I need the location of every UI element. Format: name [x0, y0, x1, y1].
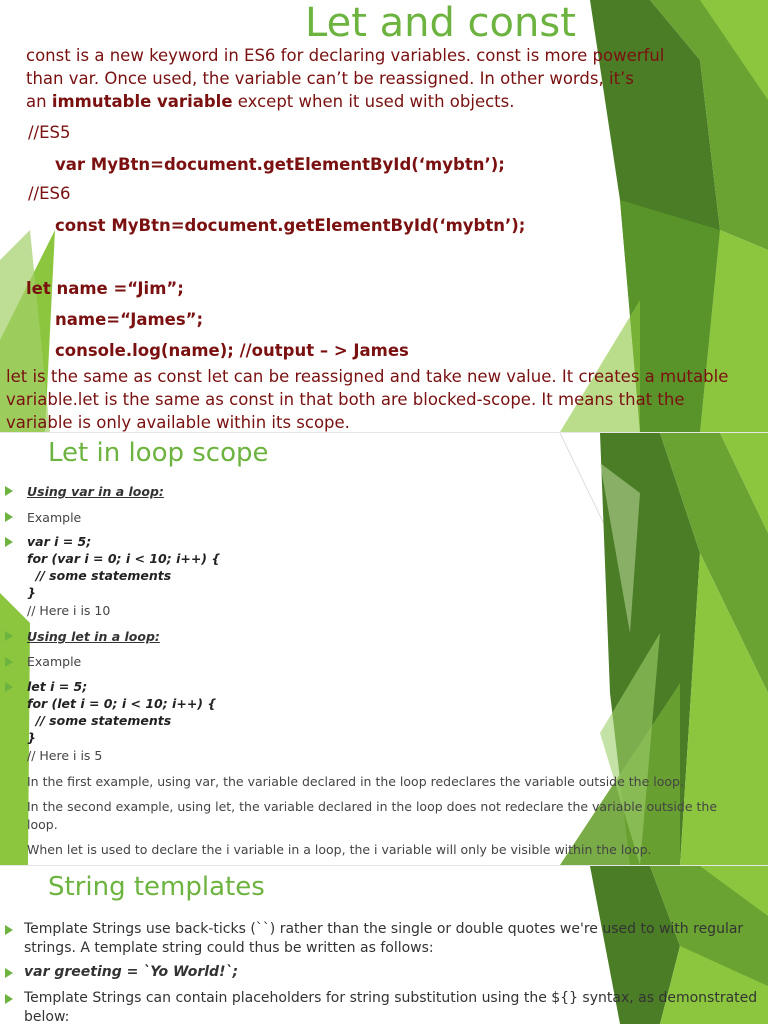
let-code-line-3: // some statements	[27, 713, 172, 728]
explanation-1: In the first example, using var, the variable declared in the loop redeclares the variable outside the loop.	[27, 774, 684, 789]
let-code-line-2: name=“James”;	[55, 310, 204, 329]
slide-title: String templates	[48, 872, 265, 902]
bullet-arrow-icon	[5, 537, 13, 547]
template-code-example: var greeting = `Yo World!`;	[24, 964, 239, 980]
intro-line-2: than var. Once used, the variable can’t be reassigned. In other words, it’s	[26, 69, 634, 88]
bullet-arrow-icon	[5, 657, 13, 667]
template-bullet-3-line-2: below:	[24, 1009, 70, 1024]
template-bullet-3-line-1: Template Strings can contain placeholders for string substitution using the ${} syntax, as demonstrated	[24, 990, 758, 1006]
intro-line-3-end: except when it used with objects.	[232, 92, 515, 111]
es5-comment: //ES5	[28, 123, 71, 142]
example-label: Example	[27, 510, 82, 525]
var-code-line-4: }	[27, 585, 36, 600]
let-code-line-3: console.log(name); //output – > James	[55, 341, 409, 360]
es5-code: var MyBtn=document.getElementById(‘mybtn’);	[55, 155, 505, 174]
bullet-arrow-icon	[5, 994, 13, 1004]
slide-let-in-loop-scope	[0, 433, 768, 865]
let-paragraph-line-2: variable.let is the same as const in that both are blocked-scope. It means that the	[6, 390, 685, 409]
template-bullet-1-line-2: strings. A template string could thus be written as follows:	[24, 940, 434, 956]
bullet-arrow-icon	[5, 631, 13, 641]
bullet-arrow-icon	[5, 486, 13, 496]
let-loop-heading: Using let in a loop:	[27, 629, 160, 644]
es6-comment: //ES6	[28, 184, 71, 203]
slide-let-and-const	[0, 0, 768, 432]
bullet-arrow-icon	[5, 512, 13, 522]
let-paragraph-line-1: let is the same as const let can be reassigned and take new value. It creates a mutable	[6, 367, 729, 386]
example-label: Example	[27, 654, 82, 669]
let-code-line-1: let name =“Jim”;	[26, 279, 184, 298]
bullet-arrow-icon	[5, 968, 13, 978]
es6-code: const MyBtn=document.getElementById(‘mybtn’);	[55, 216, 526, 235]
template-bullet-1-line-1: Template Strings use back-ticks (``) rather than the single or double quotes we're used to with regular	[24, 921, 744, 937]
explanation-2-line-1: In the second example, using let, the variable declared in the loop does not redeclare the variable outside the	[27, 799, 718, 814]
explanation-3: When let is used to declare the i variable in a loop, the i variable will only be visible within the loop.	[27, 842, 652, 857]
bullet-arrow-icon	[5, 682, 13, 692]
explanation-2-line-2: loop.	[27, 817, 58, 832]
slide-title: Let in loop scope	[48, 438, 269, 468]
slide-string-templates	[0, 866, 768, 1024]
let-paragraph-line-3: variable is only available within its scope.	[6, 413, 350, 432]
intro-line-1: const is a new keyword in ES6 for declaring variables. const is more powerful	[26, 46, 665, 65]
var-code-line-1: var i = 5;	[27, 534, 92, 549]
slide-title: Let and const	[305, 0, 576, 46]
let-result: // Here i is 5	[27, 748, 103, 763]
var-loop-heading: Using var in a loop:	[27, 484, 164, 499]
var-code-line-2: for (var i = 0; i < 10; i++) {	[27, 551, 221, 566]
intro-line-3-start: an	[26, 92, 52, 111]
intro-line-3	[26, 90, 514, 114]
let-code-line-1: let i = 5;	[27, 679, 88, 694]
var-result: // Here i is 10	[27, 603, 111, 618]
immutable-variable-term: immutable variable	[51, 92, 233, 111]
let-code-line-2: for (let i = 0; i < 10; i++) {	[27, 696, 217, 711]
bullet-arrow-icon	[5, 925, 13, 935]
var-code-line-3: // some statements	[27, 568, 172, 583]
let-code-line-4: }	[27, 730, 36, 745]
